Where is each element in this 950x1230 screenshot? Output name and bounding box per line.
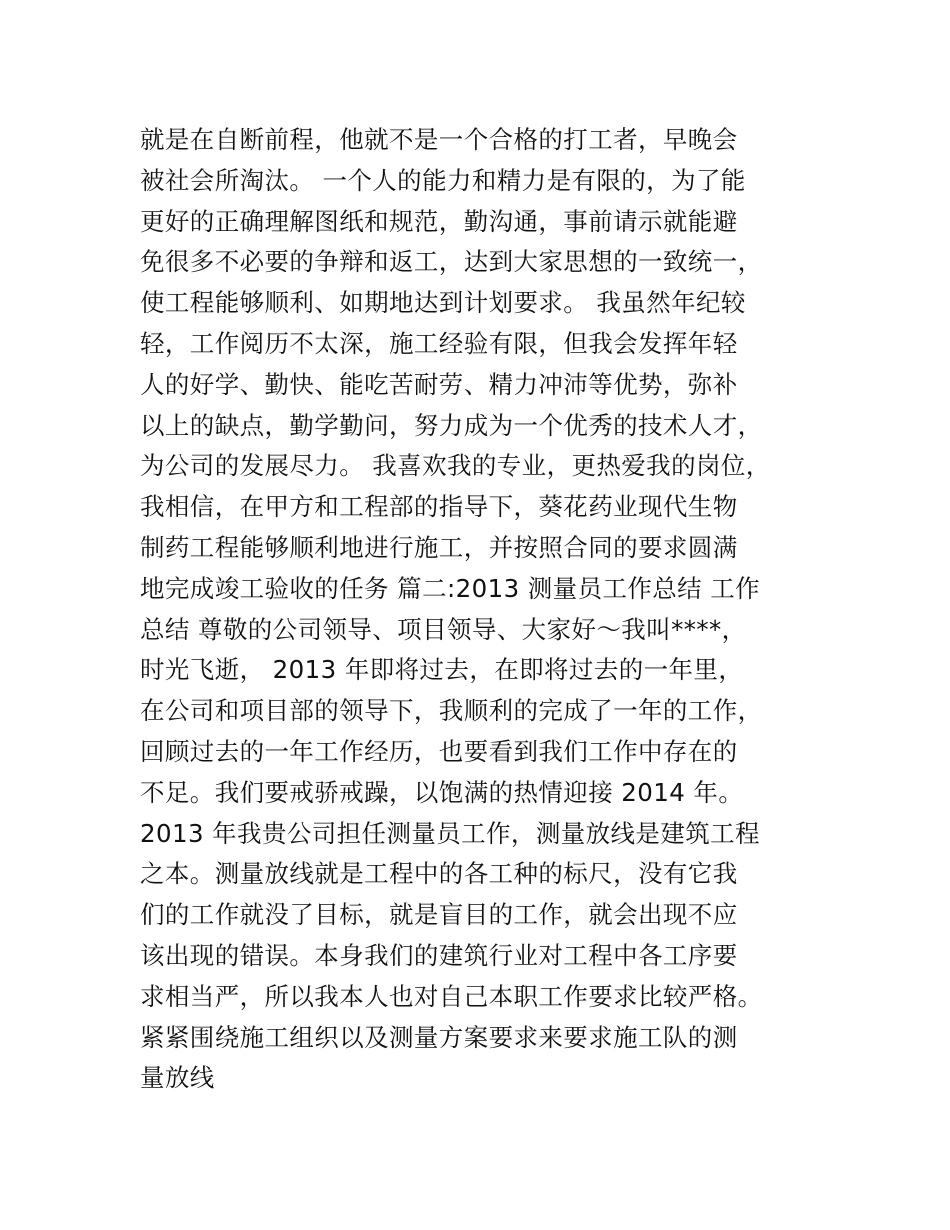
text-line: 时光飞逝， 2013 年即将过去，在即将过去的一年里， [140, 655, 744, 685]
text-line: 该出现的错误。本身我们的建筑行业对工程中各工序要 [140, 940, 738, 970]
text-line: 地完成竣工验收的任务 篇二:2013 测量员工作总结 工作 [140, 573, 761, 603]
text-line: 在公司和项目部的领导下，我顺利的完成了一年的工作， [140, 696, 763, 726]
text-line: 使工程能够顺利、如期地达到计划要求。 我虽然年纪较 [140, 288, 746, 318]
text-line: 更好的正确理解图纸和规范，勤沟通，事前请示就能避 [140, 206, 738, 236]
text-line: 紧紧围绕施工组织以及测量方案要求来要求施工队的测 [140, 1022, 738, 1052]
text-line: 不足。我们要戒骄戒躁，以饱满的热情迎接 2014 年。 [140, 777, 744, 807]
text-line: 求相当严，所以我本人也对自己本职工作要求比较严格。 [140, 981, 763, 1011]
text-line: 以上的缺点，勤学勤问，努力成为一个优秀的技术人才， [140, 410, 763, 440]
text-line: 2013 年我贵公司担任测量员工作，测量放线是建筑工程 [140, 818, 760, 848]
text-line: 之本。测量放线就是工程中的各工种的标尺，没有它我 [140, 859, 738, 889]
text-line: 轻，工作阅历不太深，施工经验有限，但我会发挥年轻 [140, 328, 738, 358]
text-line: 总结 尊敬的公司领导、项目领导、大家好～我叫****， [140, 614, 747, 644]
text-line: 被社会所淘汰。 一个人的能力和精力是有限的，为了能 [140, 165, 746, 195]
text-line: 人的好学、勤快、能吃苦耐劳、精力冲沛等优势，弥补 [140, 369, 738, 399]
text-line: 们的工作就没了目标，就是盲目的工作，就会出现不应 [140, 900, 738, 930]
text-line: 制药工程能够顺利地进行施工，并按照合同的要求圆满 [140, 532, 738, 562]
text-line: 回顾过去的一年工作经历，也要看到我们工作中存在的 [140, 736, 738, 766]
document-body-text [140, 120, 830, 1099]
text-line: 为公司的发展尽力。 我喜欢我的专业，更热爱我的岗位， [140, 451, 771, 481]
text-line: 量放线 [140, 1063, 215, 1093]
text-line: 我相信，在甲方和工程部的指导下，葵花药业现代生物 [140, 492, 738, 522]
text-line: 就是在自断前程，他就不是一个合格的打工者，早晚会 [140, 125, 738, 154]
text-line: 免很多不必要的争辩和返工，达到大家思想的一致统一， [140, 247, 763, 277]
